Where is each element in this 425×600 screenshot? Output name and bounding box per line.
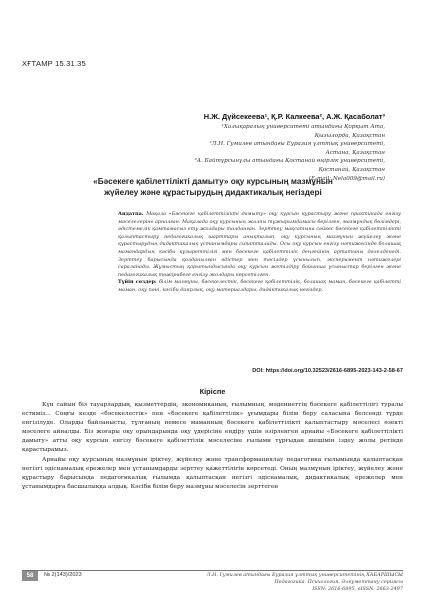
- abstract-block: [118, 211, 401, 295]
- journal-line: ISSN: 2616-6895, eISSN: 2663-2497: [312, 585, 403, 592]
- authors-line: Н.Ж. Дүйсекеева¹, Қ.Р. Калкеева², А.Ж. Қасаболат³: [203, 112, 385, 121]
- abstract-label: Андатпа.: [118, 211, 144, 217]
- affiliation-line: ²Л.Н. Гумилев атындағы Еуразия ұлттық университеті,: [209, 141, 385, 148]
- issue-number: № 2(143)/2023: [44, 572, 82, 578]
- body-paragraph: Арнайы оқу курсының мазмұнын іріктеу, жүйелеу және трансформациялау педагогика ғылымында қалыптасқан негізгі әдіснамалық ережелер мен ұстанымдарды зерттеу қажеттілігін көрсетеді. Оның мазмұнын іріктеу, жүйелеу және құрастыру барысында педагогикалық ғылымда қалыптасқан негізгі әдіснамалық, дидактикалық ережелер мен ұстанымдарға басшылыққа алдық. Кәсіби білім беру мазмұны мәселесін зерттеген: [22, 456, 403, 490]
- body-text: [22, 401, 403, 492]
- affiliation-line: Астана, Қазақстан: [325, 149, 385, 156]
- abstract-text: Мақала «Бәсекеге қабілеттілікті дамыту» оқу курсын құрастыру және практикада енгізу мәселелеріне арналған. Мақалада оқу курсының жалпы тұжырымдамасы берілген, мазмұндық бөлімдері, әдістемелік қамтамасыз ету жолдары талданған. Зерттеу мақсатына сәйкес бәсекеге қабілеттілікті қалыптастыру педагогикалық шарттары анықталып, оқу курсының мазмұнын жүйелеу және құрастырудың дидактикалық ұстанымдары сипатталады. Осы оқу курсын енгізу нәтижесінде болашақ мамандардың кәсіби құзыреттілігі мен бәсекеге қабілеттілік деңгейінің артатыны дәлелденеді. Зерттеу барысында қолданылған әдістер мен тәсілдер ұсынылып, эксперимент нәтижелері сараланады. Жұмыстың қорытындысында оқу курсын жетілдіру бойынша ұсыныстар берілген және педагогикалық тәжірибеге енгізу жолдары көрсетілген.: [118, 211, 401, 278]
- journal-line: Педагогика. Психология. Әлеуметтану сериясы: [274, 578, 403, 585]
- affiliation-line: Қостанай, Қазақстан: [318, 166, 385, 173]
- section-heading-introduction: Кіріспе: [199, 387, 226, 396]
- doi-link[interactable]: DOI: https://doi.org/10.32523/2616-6895-2023-143-2-58-67: [252, 368, 403, 374]
- affiliation-line: Қызылорда, Қазақстан: [314, 132, 385, 139]
- affiliations: [185, 123, 385, 183]
- journal-info: [193, 572, 403, 592]
- page-number-badge: 58: [22, 571, 38, 581]
- footer-divider: [22, 570, 403, 571]
- article-title: «Бәсекеге қабілеттілікті дамыту» оқу курсының мазмұнын жүйелеу және құрастырудың дидактикалық негіздері: [93, 177, 333, 197]
- journal-line: Л.Н. Гумилев атындағы Еуразия ұлттық университетінің ХАБАРШЫСЫ: [206, 572, 403, 578]
- affiliation-line: ¹Халықаралық университеті атындағы Қорқыт Ата,: [221, 124, 385, 130]
- body-paragraph: Күн сайын біз тауарлардың, қызметтердің, экономиканың, ғылымның, мәдениеттің бәсекеге қабілеттілігі туралы естиміз... Соңғы кезде «бәсекелестік» пен «бәсекеге қабілеттілік» ұғымдары білім беру саласына белсенді түрде енгізілуде. Оларды байланысты, тұлғаның немесе маманның бәсекеге қабілеттілікті қалыптастыру мәселесі өзекті мәселеге айналды. Біз жоғары оқу орындарында оқу үдерісіне ендіру үшін әзірленген арнайы «Бәсекеге қабілеттілікті дамыту» атты оқу курсын енгізу бәсекеге қабілеттілік мәселесіне ғылыми тұрғыдан шешімін іздеу жолы ретінде қарастырамыз.: [22, 402, 403, 454]
- irsti-code: ХҒТАМР 15.31.35: [22, 59, 86, 68]
- keywords-label: Түйін сөздер:: [118, 279, 157, 286]
- affiliation-line: ³А. Байтұрсынұлы атындағы Қостанай өңірлік университеті,: [194, 158, 385, 165]
- contact-email[interactable]: (E-mail: Nela009@mail.ru): [308, 175, 385, 182]
- keywords-text: білім мазмұны, бәсекелестік, бәсекеге қабілеттілік, болашақ маман, бәсекеге қабілетті маман, оқу пәні, кәсіби даярлық, оқу материалдары, дидактикалық негіздер.: [118, 279, 401, 293]
